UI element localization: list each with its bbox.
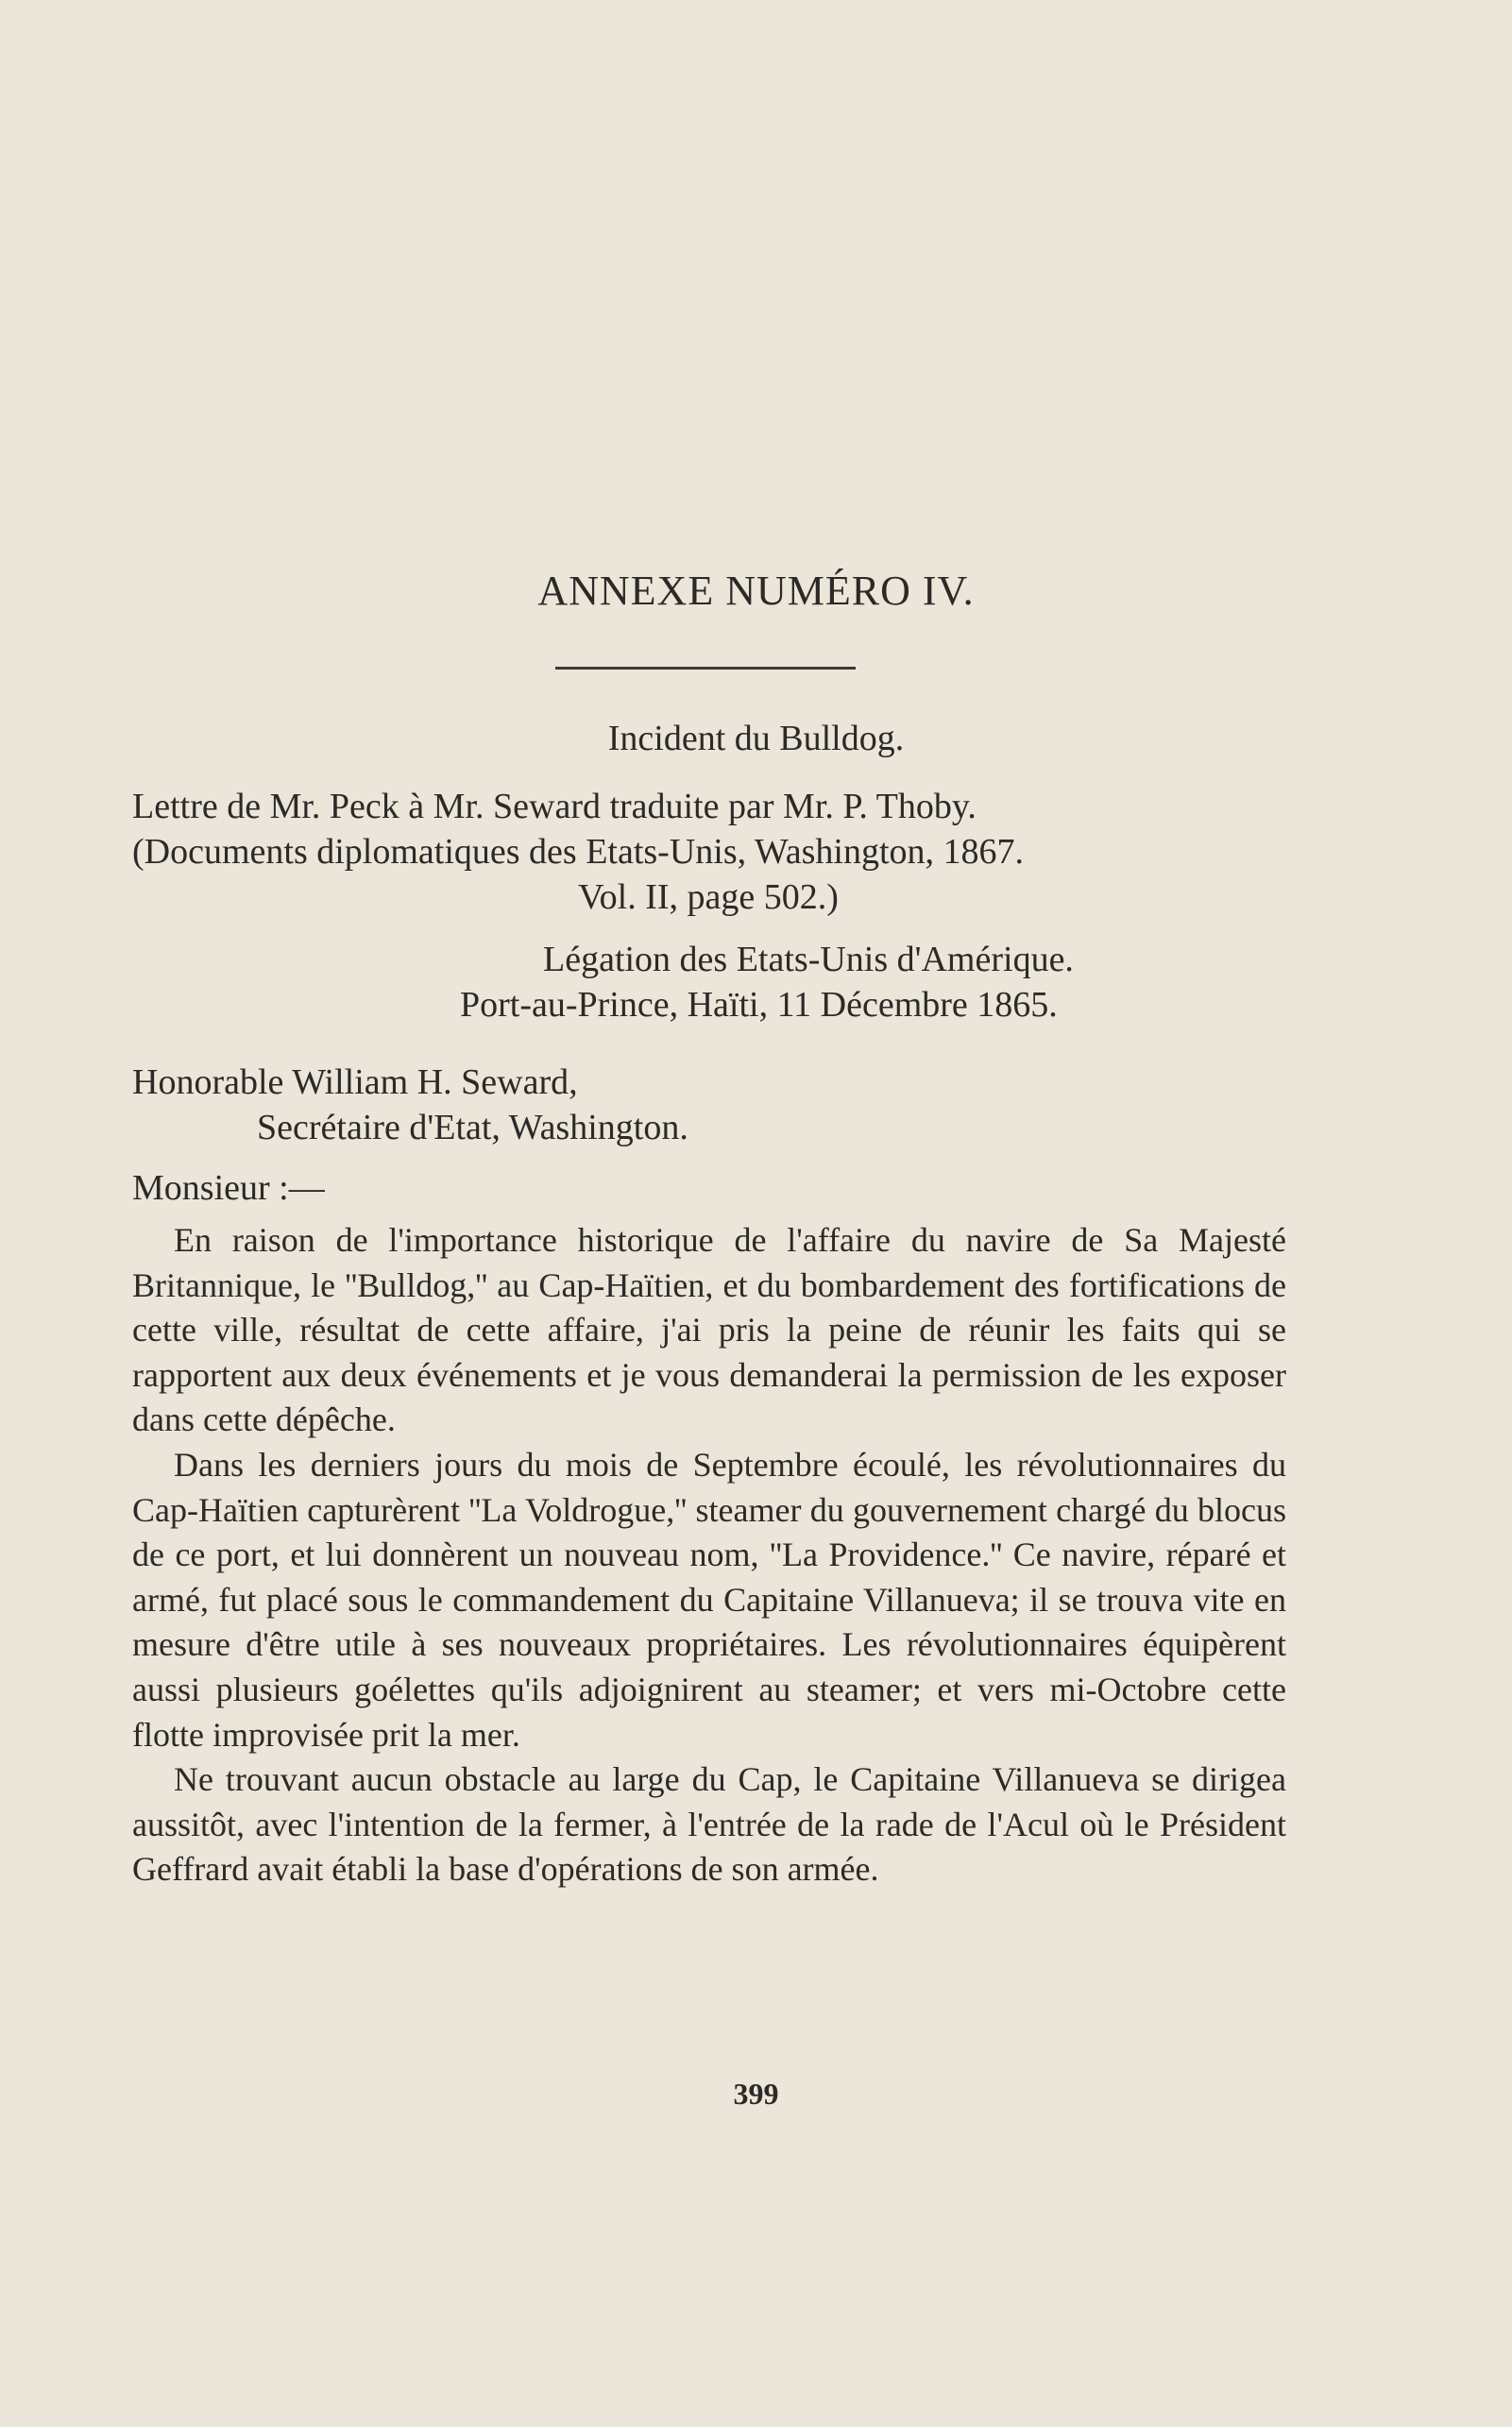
- page-number: 399: [733, 2077, 779, 2111]
- body-paragraph-3: Ne trouvant aucun obstacle au large du Cap, le Capitaine Villanueva se dirigea aussitôt, avec l'intention de la fermer, à l'entrée de la rade de l'Acul où le Président Geffrard avait établi la base d'opérations de son armée.: [132, 1760, 1286, 1889]
- body-paragraph-2: Dans les derniers jours du mois de Septembre écoulé, les révolutionnaires du Cap-Haïtien capturèrent ''La Voldrogue,'' steamer du gouvernement chargé du blocus de ce port, et lui donnèrent un nouveau nom, ''La Providence.'' Ce navire, réparé et armé, fut placé sous le commandement du Capitaine Villanueva; il se trouva vite en mesure d'être utile à ses nouveaux propriétaires. Les révolutionnaires équipèrent aussi plusieurs goélettes qu'ils adjoignirent au steamer; et vers mi-Octobre cette flotte improvisée prit la mer.: [132, 1445, 1286, 1754]
- source-line-3: Vol. II, page 502.): [578, 877, 839, 917]
- body-paragraph-1: En raison de l'importance historique de l'affaire du navire de Sa Majesté Britannique, le ''Bulldog,'' au Cap-Haïtien, et du bombardement des fortifications de cette ville, résultat de cette affaire, j'ai pris la peine de réunir les faits qui se rapportent aux deux événements et je vous demanderai la permission de les exposer dans cette dépêche.: [132, 1221, 1286, 1439]
- letter-body: [132, 1218, 1286, 1892]
- salutation: Monsieur :—: [132, 1168, 325, 1208]
- addressee-title: Secrétaire d'Etat, Washington.: [257, 1108, 688, 1147]
- heading-divider: [555, 667, 856, 670]
- annex-subtitle: Incident du Bulldog.: [607, 719, 905, 758]
- annex-heading: ANNEXE NUMÉRO IV.: [537, 568, 975, 614]
- dateline-place: Légation des Etats-Unis d'Amérique.: [543, 940, 1074, 979]
- source-line-2: (Documents diplomatiques des Etats-Unis, Washington, 1867.: [132, 832, 1025, 872]
- dateline-date: Port-au-Prince, Haïti, 11 Décembre 1865.: [460, 985, 1058, 1025]
- source-line-1: Lettre de Mr. Peck à Mr. Seward traduite par Mr. P. Thoby.: [132, 787, 977, 826]
- addressee-name: Honorable William H. Seward,: [132, 1062, 578, 1102]
